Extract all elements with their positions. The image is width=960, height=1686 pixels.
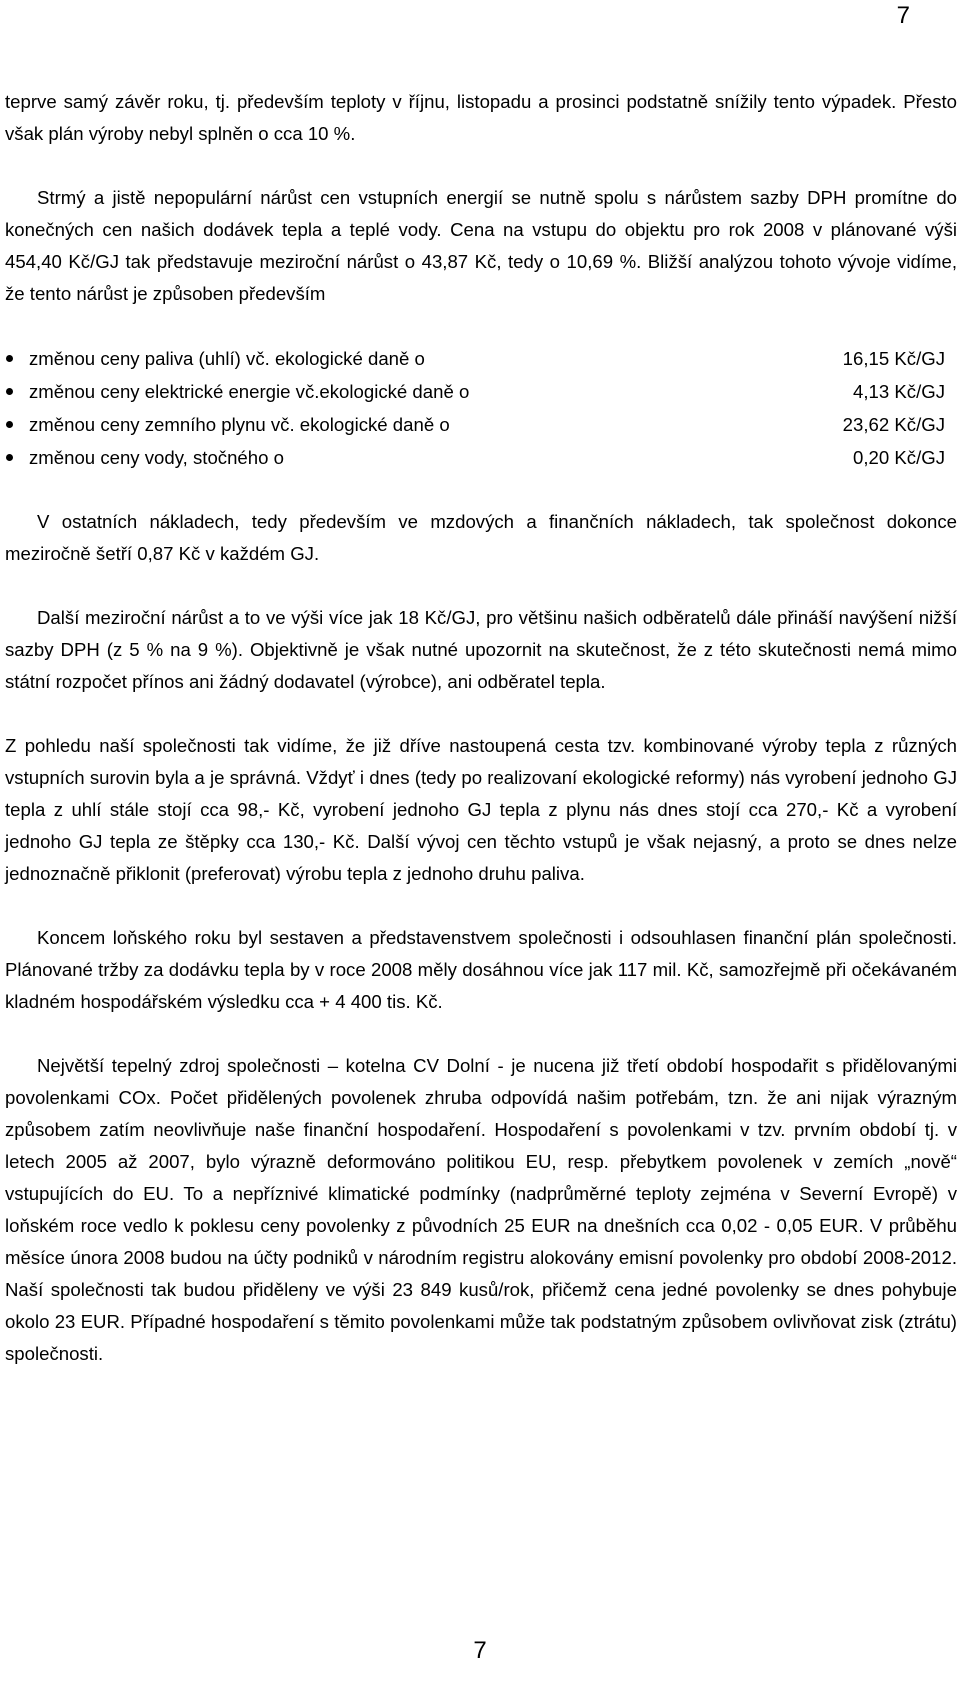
- list-item-value: 4,13 Kč/GJ: [853, 380, 945, 402]
- bullet-icon: [6, 421, 13, 428]
- list-item-label: změnou ceny zemního plynu vč. ekologické daně o: [29, 413, 450, 435]
- list-item: [5, 342, 957, 375]
- list-item: [5, 408, 957, 441]
- list-item: [5, 375, 957, 408]
- list-item-value: 23,62 Kč/GJ: [842, 413, 945, 435]
- list-item-value: 0,20 Kč/GJ: [853, 446, 945, 468]
- bullet-icon: [6, 355, 13, 362]
- paragraph: V ostatních nákladech, tedy především ve mzdových a finančních nákladech, tak společnost dokonce meziročně šetří 0,87 Kč v každém GJ.: [5, 511, 957, 564]
- paragraph: Další meziroční nárůst a to ve výši více jak 18 Kč/GJ, pro většinu našich odběratelů dále přináší navýšení nižší sazby DPH (z 5 % na 9 %). Objektivně je však nutné upozornit na skutečnost, že z této skutečnosti nemá mimo státní rozpočet přínos ani žádný dodavatel (výrobce), ani odběratel tepla.: [5, 607, 957, 692]
- paragraph: Z pohledu naší společnosti tak vidíme, že již dříve nastoupená cesta tzv. kombinované výroby tepla z různých vstupních surovin byla a je správná. Vždyť i dnes (tedy po realizovaní ekologické reformy) nás vyrobení jednoho GJ tepla z uhlí stále stojí cca 98,- Kč, vyrobení jednoho GJ tepla z plynu nás dnes stojí cca 270,- Kč a vyrobení jednoho GJ tepla ze štěpky cca 130,- Kč. Další vývoj cen těchto vstupů je však nejasný, a proto se dnes nelze jednoznačně přiklonit (preferovat) výrobu tepla z jednoho druhu paliva.: [5, 735, 957, 884]
- page-number-bottom: 7: [473, 1637, 487, 1664]
- paragraph: Největší tepelný zdroj společnosti – kotelna CV Dolní - je nucena již třetí období hospodařit s přidělovanými povolenkami COx. Počet přidělených povolenek zhruba odpovídá našim potřebám, tzn. že ani nijak výrazným způsobem zatím neovlivňuje naše finanční hospodaření. Hospodaření s povolenkami v tzv. prvním období tj. v letech 2005 až 2007, bylo výrazně deformováno politikou EU, resp. přebytkem povolenek v zemích „nově“ vstupujících do EU. To a nepříznivé klimatické podmínky (nadprůměrné teploty zejména v Severní Evropě) v loňském roce vedlo k poklesu ceny povolenky z původních 25 EUR na dnešních cca 0,02 - 0,05 EUR. V průběhu měsíce února 2008 budou na účty podniků v národním registru alokovány emisní povolenky pro období 2008-2012. Naší společnosti tak budou přiděleny ve výši 23 849 kusů/rok, přičemž cena jedné povolenky se dnes pohybuje okolo 23 EUR. Případné hospodaření s těmito povolenkami může tak podstatným způsobem ovlivňovat zisk (ztrátu) společnosti.: [5, 1055, 957, 1364]
- list-item-label: změnou ceny paliva (uhlí) vč. ekologické daně o: [29, 347, 425, 369]
- bullet-icon: [6, 454, 13, 461]
- paragraph: teprve samý závěr roku, tj. především teploty v říjnu, listopadu a prosinci podstatně snížily tento výpadek. Přesto však plán výroby nebyl splněn o cca 10 %.: [5, 91, 957, 144]
- bullet-icon: [6, 388, 13, 395]
- list-item: [5, 441, 957, 474]
- list-item-label: změnou ceny elektrické energie vč.ekologické daně o: [29, 380, 470, 402]
- paragraph: Strmý a jistě nepopulární nárůst cen vstupních energií se nutně spolu s nárůstem sazby DPH promítne do konečných cen našich dodávek tepla a teplé vody. Cena na vstupu do objektu pro rok 2008 v plánované výši 454,40 Kč/GJ tak představuje meziroční nárůst o 43,87 Kč, tedy o 10,69 %. Bližší analýzou tohoto vývoje vidíme, že tento nárůst je způsoben především: [5, 187, 957, 304]
- page-number-top: 7: [896, 2, 910, 29]
- list-item-value: 16,15 Kč/GJ: [842, 347, 945, 369]
- cost-increase-list: [5, 342, 957, 474]
- document-body: [5, 86, 957, 1402]
- paragraph: Koncem loňského roku byl sestaven a představenstvem společnosti i odsouhlasen finanční plán společnosti. Plánované tržby za dodávku tepla by v roce 2008 měly dosáhnou více jak 117 mil. Kč, samozřejmě při očekávaném kladném hospodářském výsledku cca + 4 400 tis. Kč.: [5, 927, 957, 1012]
- list-item-label: změnou ceny vody, stočného o: [29, 446, 284, 468]
